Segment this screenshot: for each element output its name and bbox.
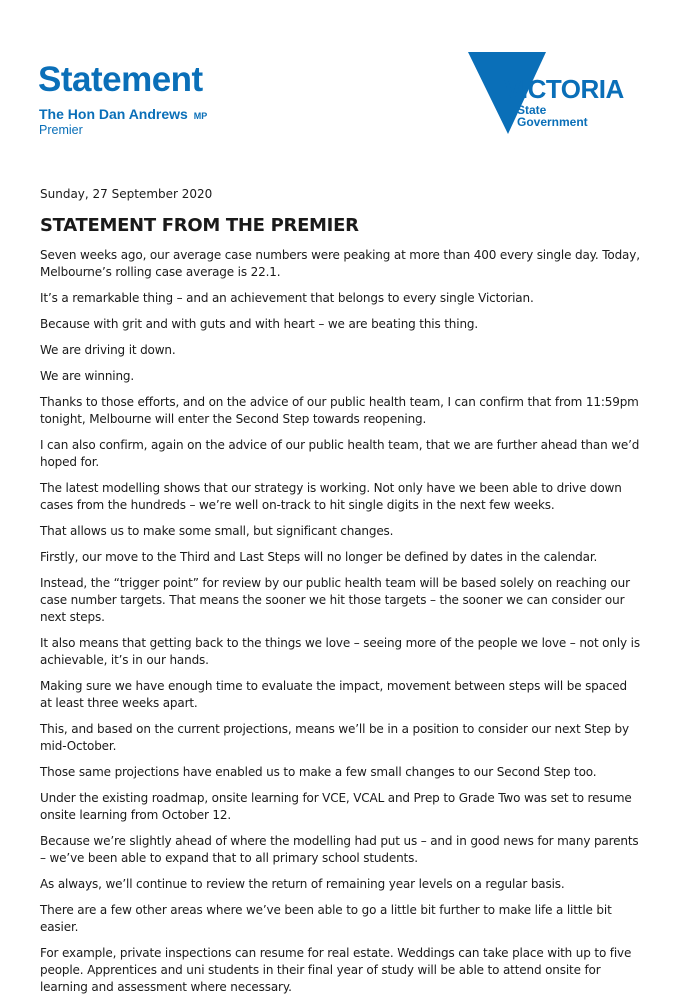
- paragraph: That allows us to make some small, but significant changes.: [40, 524, 394, 538]
- paragraph: For example, private inspections can resume for real estate. Weddings can take place with up to five people. Apprentices and uni students in their final year of study will be able to attend onsite for learning and assessment where necessary.: [40, 946, 632, 994]
- logo-wordmark: VICTORIA: [504, 74, 624, 104]
- paragraph: There are a few other areas where we’ve been able to go a little bit further to make life a little bit easier.: [40, 903, 612, 934]
- victoria-state-government-logo: [468, 52, 624, 136]
- paragraph: I can also confirm, again on the advice of our public health team, that we are further ahead than we’d hoped for.: [40, 438, 640, 469]
- paragraph: We are driving it down.: [40, 343, 176, 357]
- paragraph: Making sure we have enough time to evaluate the impact, movement between steps will be spaced at least three weeks apart.: [40, 679, 628, 710]
- paragraph: This, and based on the current projections, means we’ll be in a position to consider our next Step by mid-October.: [40, 722, 629, 753]
- statement-date: Sunday, 27 September 2020: [40, 187, 213, 201]
- minister-name-text: The Hon Dan Andrews: [39, 106, 188, 122]
- letterhead: [0, 0, 679, 160]
- paragraph: Instead, the “trigger point” for review by our public health team will be based solely on reaching our case number targets. That means the sooner we hit those targets – the sooner we can consider our next steps.: [40, 576, 630, 624]
- paragraph: It also means that getting back to the things we love – seeing more of the people we love – not only is achievable, it’s in our hands.: [40, 636, 640, 667]
- paragraph: Firstly, our move to the Third and Last Steps will no longer be defined by dates in the calendar.: [40, 550, 598, 564]
- paragraph: As always, we’ll continue to review the return of remaining year levels on a regular basis.: [40, 877, 565, 891]
- paragraph: The latest modelling shows that our strategy is working. Not only have we been able to drive down cases from the hundreds – we’re well on-track to hit single digits in the next few weeks.: [40, 481, 622, 512]
- paragraph: We are winning.: [40, 369, 135, 383]
- statement-heading: Statement: [38, 60, 203, 99]
- paragraph-list: [40, 247, 640, 996]
- paragraph: Seven weeks ago, our average case numbers were peaking at more than 400 every single day. Today, Melbourne’s rolling case average is 22.1.: [40, 248, 640, 279]
- paragraph: Thanks to those efforts, and on the advice of our public health team, I can confirm that from 11:59pm tonight, Melbourne will enter the Second Step towards reopening.: [40, 395, 639, 426]
- minister-role: Premier: [39, 123, 83, 137]
- paragraph: It’s a remarkable thing – and an achievement that belongs to every single Victorian.: [40, 291, 534, 305]
- paragraph: Those same projections have enabled us to make a few small changes to our Second Step too.: [40, 765, 597, 779]
- document-title: STATEMENT FROM THE PREMIER: [40, 215, 359, 236]
- minister-name: [39, 107, 207, 121]
- minister-suffix: MP: [193, 111, 208, 121]
- paragraph: Because we’re slightly ahead of where the modelling had put us – and in good news for many parents – we’ve been able to expand that to all primary school students.: [40, 834, 639, 865]
- paragraph: Because with grit and with guts and with heart – we are beating this thing.: [40, 317, 479, 331]
- logo-subtitle-government: Government: [517, 115, 588, 129]
- logo-subtitle-state: State: [517, 103, 547, 117]
- statement-body: [40, 180, 640, 1005]
- paragraph: Under the existing roadmap, onsite learning for VCE, VCAL and Prep to Grade Two was set to resume onsite learning from October 12.: [40, 791, 632, 822]
